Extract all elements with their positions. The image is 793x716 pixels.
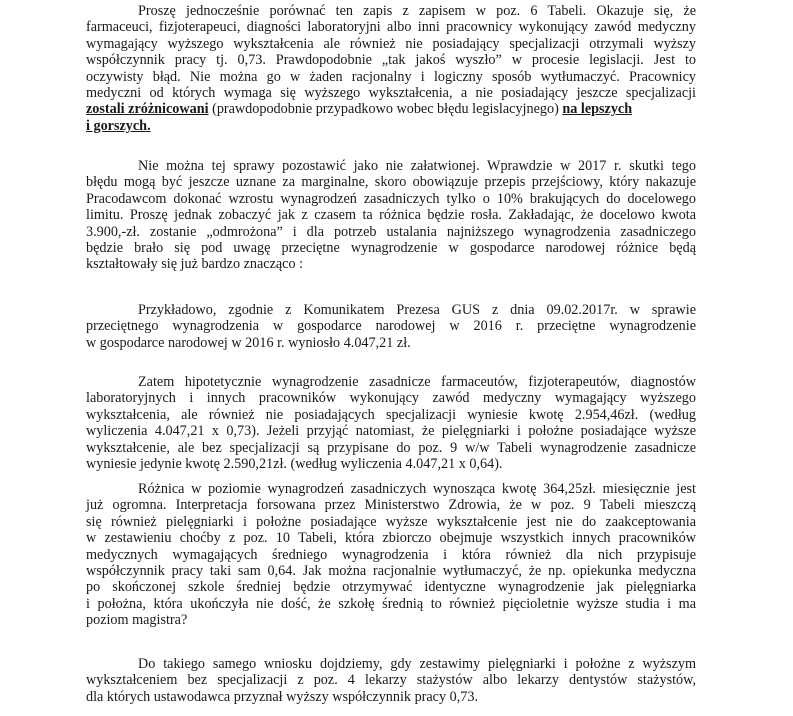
text-line: błędu mogą być jeszcze uznane za marginalne, skoro obowiązuje przepis przejściowy, który nakazuje	[86, 174, 696, 191]
text-line: wykształceniem bez specjalizacji z poz. 4 lekarzy stażystów albo lekarzy dentystów stażystów,	[86, 672, 696, 689]
text-line: Nie można tej sprawy pozostawić jako nie załatwionej. Wprawdzie w 2017 r. skutki tego	[138, 158, 696, 174]
text-line: Przykładowo, zgodnie z Komunikatem Prezesa GUS z dnia 09.02.2017r. w sprawie	[138, 302, 696, 318]
text-line: wykształcenie, ale bez specjalizacji są przypisane do poz. 9 w/w Tabeli wynagrodzenie zasadnicze	[86, 439, 696, 456]
text-line: medycznych wymagających średniego wynagrodzenia i która również dla nich przypisuje	[86, 546, 696, 563]
text-line: współczynnik pracy tj. 0,73. Prawdopodobnie „tak jakoś wyszło” w procesie legislacji. Jest to	[86, 52, 696, 69]
text-line: wyliczenia 4.047,21 x 0,73). Jeżeli przyjąć natomiast, że pielęgniarki i położne posiadające wyższe	[86, 423, 696, 440]
text-line: poziom magistra?	[86, 612, 188, 629]
text-line: wymagający wyższego wykształcenia ale również nie posiadający specjalizacji otrzymali wyższy	[86, 35, 696, 52]
text-line: dla których ustawodawca przyznał wyższy współczynnik pracy 0,73.	[86, 688, 478, 705]
emphasis-text: na lepszych	[562, 101, 633, 118]
text-line: już ogromna. Interpretacja forsowana przez Ministerstwo Zdrowia, że w poz. 9 Tabeli mieszczą	[86, 497, 696, 514]
text-line: wykształcenia, ale również nie posiadających specjalizacji wyniesie kwotę 2.954,46zł. (według	[86, 406, 696, 423]
text-line: laboratoryjnych i innych pracowników wykonujący zawód medyczny wymagający wyższego	[86, 390, 696, 407]
text-line: Do takiego samego wniosku dojdziemy, gdy zestawimy pielęgniarki i położne z wyższym	[138, 656, 696, 672]
inline-text: (prawdopodobnie przypadkowo wobec błędu legislacyjnego)	[208, 101, 563, 118]
text-line: 3.900,-zł. zostanie „odmrożona” i dla potrzeb ustalania najniższego wynagrodzenia zasadniczego	[86, 223, 696, 240]
text-line: limitu. Proszę jednak zobaczyć jak z czasem ta różnica będzie rosła. Zakładając, że docelowo kwota	[86, 207, 696, 224]
text-line: Zatem hipotetycznie wynagrodzenie zasadnicze farmaceutów, fizjoterapeutów, diagnostów	[138, 374, 696, 390]
text-line: oczywisty błąd. Nie można go w żaden racjonalny i logiczny sposób wytłumaczyć. Pracownicy	[86, 68, 696, 85]
text-line: po skończonej szkole średniej będzie otrzymywać identyczne wynagrodzenie jak pielęgniarka	[86, 579, 696, 596]
text-line: się również pielęgniarki i położne posiadające wyższe wykształcenie jest nie do zaakceptowania	[86, 513, 696, 530]
text-line: w gospodarce narodowej w 2016 r. wyniosło 4.047,21 zł.	[86, 334, 411, 351]
text-line: i położna, która ukończyła nie dość, że szkołę średnią to również pięcioletnie wyższe studia i ma	[86, 595, 696, 612]
text-line	[86, 101, 696, 117]
text-line: Proszę jednocześnie porównać ten zapis z zapisem w poz. 6 Tabeli. Okazuje się, że	[138, 3, 696, 19]
text-line: w zestawieniu choćby z poz. 10 Tabeli, która zbiorczo obejmuje wszystkich innych pracowników	[86, 530, 696, 547]
paragraph-3	[86, 302, 696, 351]
text-line: kształtowały się już bardzo znacząco :	[86, 256, 304, 273]
text-line: Pracodawcom dokonać wzrostu wynagrodzeń zasadniczych tylko o 10% brakujących do docelowego	[86, 190, 696, 207]
emphasis-text: zostali zróżnicowani	[86, 101, 209, 118]
text-line: wyniesie jedynie kwotę 2.590,21zł. (według wyliczenia 4.047,21 x 0,64).	[86, 456, 503, 473]
text-line: współczynnik pracy taki sam 0,64. Jak można racjonalnie wytłumaczyć, że np. opiekunka medyczna	[86, 563, 696, 580]
text-line: będzie brało się pod uwagę przeciętne wynagrodzenie w gospodarce narodowej różnice będą	[86, 240, 696, 257]
text-line: Różnica w poziomie wynagrodzeń zasadniczych wynosząca kwotę 364,25zł. miesięcznie jest	[138, 481, 696, 497]
paragraph-5	[86, 481, 696, 629]
paragraph-6	[86, 656, 696, 705]
paragraph-1	[86, 3, 696, 134]
paragraph-2	[86, 158, 696, 273]
text-line	[86, 118, 696, 134]
text-line: medyczni od których wymaga się wyższego wykształcenia, a nie posiadający jeszcze specjalizacji	[86, 85, 696, 102]
text-line: farmaceuci, fizjoterapeuci, diagności laboratoryjni albo inni pracownicy wykonujący zawód medyczny	[86, 19, 696, 36]
text-line: przeciętnego wynagrodzenia w gospodarce narodowej w 2016 r. przeciętne wynagrodzenie	[86, 318, 696, 335]
paragraph-4	[86, 374, 696, 472]
emphasis-text: i gorszych.	[86, 117, 151, 134]
